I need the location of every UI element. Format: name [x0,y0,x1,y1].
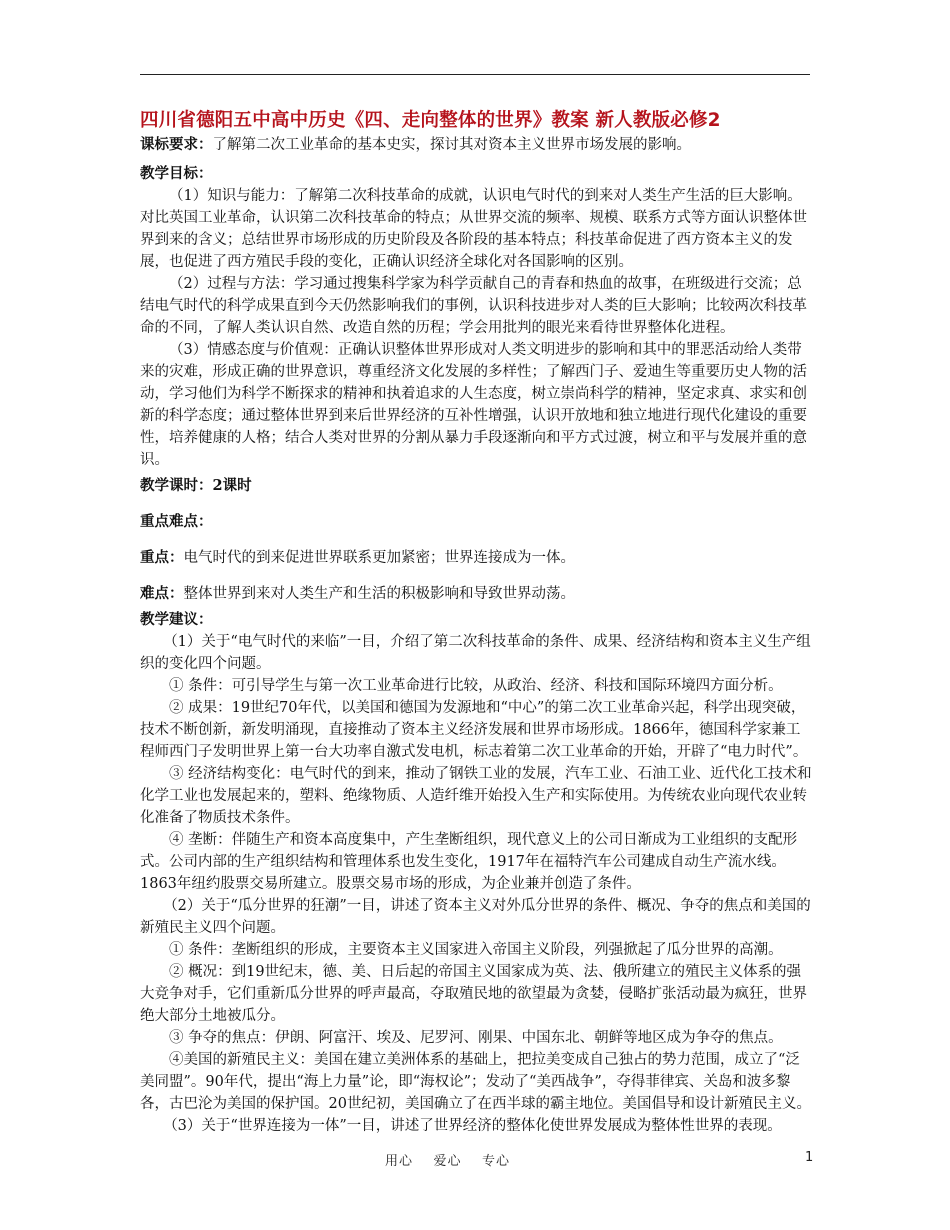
suggestion-1: （1）关于“电气时代的来临”一目，介绍了第二次科技革命的条件、成果、经济结构和资本主义生产组织的变化四个问题。 [140,634,811,672]
suggestion-2-conditions: ① 条件：垄断组织的形成，主要资本主义国家进入帝国主义阶段，列强掀起了瓜分世界的高潮。 [169,942,783,958]
key-point [140,547,812,569]
footer-motto: 用心 爱心 专心 [385,1154,511,1169]
suggestion-2-overview: ② 概况：到19世纪末，德、美、日后起的帝国主义国家成为英、法、俄所建立的殖民主义体系的强大竞争对手，它们重新瓜分世界的呼声最高，夺取殖民地的欲望最为贪婪，侵略扩张活动最为疯狂，世界绝大部分土地被瓜分。 [140,964,807,1024]
key-label: 重点： [140,549,184,566]
suggestion-1-results: ② 成果：19世纪70年代，以美国和德国为发源地和“中心”的第二次工业革命兴起，科学出现突破，技术不断创新，新发明涌现，直接推动了资本主义经济发展和世界市场形成。1866年，德国科学家兼工程师西门子发明世界上第一台大功率自激式发电机，标志着第二次工业革命的开始，开辟了“电力时代”。 [140,700,808,760]
difficult-point [140,583,812,605]
goal-attitude: （3）情感态度与价值观：正确认识整体世界形成对人类文明进步的影响和其中的罪恶活动给人类带来的灾难，形成正确的世界意识，尊重经济文化发展的多样性；了解西门子、爱迪生等重要历史人物的活动，学习他们为科学不断探求的精神和执着追求的人生态度，树立崇尚科学的精神，坚定求真、求实和创新的科学态度；通过整体世界到来后世界经济的互补性增强，认识开放地和独立地进行现代化建设的重要性，培养健康的人格；结合人类对世界的分割从暴力手段逐渐向和平方式过渡，树立和平与发展并重的意识。 [140,342,807,468]
standard-text: 了解第二次工业革命的基本史实，探讨其对资本主义世界市场发展的影响。 [212,137,691,153]
curriculum-standard [140,134,812,156]
suggestion-1-economy: ③ 经济结构变化：电气时代的到来，推动了钢铁工业的发展，汽车工业、石油工业、近代化工技术和化学工业也发展起来的，塑料、绝缘物质、人造纤维开始投入生产和实际使用。为传统农业向现代农业转化准备了物质技术条件。 [140,766,812,826]
goal-knowledge: （1）知识与能力：了解第二次科技革命的成就，认识电气时代的到来对人类生产生活的巨大影响。对比英国工业革命，认识第二次科技革命的特点；从世界交流的频率、规模、联系方式等方面认识整体世界到来的含义；总结世界市场形成的历史阶段及各阶段的基本特点；科技革命促进了西方资本主义的发展，也促进了西方殖民手段的变化，正确认识经济全球化对各国影响的区别。 [140,188,807,270]
suggestion-2: （2）关于“瓜分世界的狂潮”一目，讲述了资本主义对外瓜分世界的条件、概况、争夺的焦点和美国的新殖民主义四个问题。 [140,898,811,936]
suggestions-heading: 教学建议： [140,611,213,628]
teaching-hours [140,475,812,497]
suggestion-1-conditions: ① 条件：可引导学生与第一次工业革命进行比较，从政治、经济、科技和国际环境四方面分析。 [169,678,783,694]
suggestion-2-us-colonialism: ④美国的新殖民主义：美国在建立美洲体系的基础上，把拉美变成自己独占的势力范围，成立了“泛美同盟”。90年代，提出“海上力量”论，即“海权论”；发动了“美西战争”，夺得菲律宾、关岛和波多黎各，古巴沦为美国的保护国。20世纪初，美国确立了在西半球的霸主地位。美国倡导和设计新殖民主义。 [140,1052,811,1112]
standard-label: 课标要求： [140,136,213,153]
suggestion-3: （3）关于“世界连接为一体”一目，讲述了世界经济的整体化使世界发展成为整体性世界的表现。 [163,1118,782,1134]
page-number: 1 [805,1150,814,1165]
key-text: 电气时代的到来促进世界联系更加紧密；世界连接成为一体。 [183,550,575,566]
header-rule [140,74,810,75]
key-difficulty-heading: 重点难点： [140,513,213,530]
suggestion-2-focus: ③ 争夺的焦点：伊朗、阿富汗、埃及、尼罗河、刚果、中国东北、朝鲜等地区成为争夺的焦点。 [169,1030,783,1046]
hours-text: 2课时 [212,477,252,494]
goals-heading: 教学目标： [140,165,213,182]
difficulty-label: 难点： [140,585,184,602]
hours-label: 教学课时： [140,477,213,494]
difficulty-text: 整体世界到来对人类生产和生活的积极影响和导致世界动荡。 [183,586,575,602]
document-title: 四川省德阳五中高中历史《四、走向整体的世界》教案 新人教版必修2 [140,110,721,131]
suggestion-1-monopoly: ④ 垄断：伴随生产和资本高度集中，产生垄断组织，现代意义上的公司日渐成为工业组织的支配形式。公司内部的生产组织结构和管理体系也发生变化，1917年在福特汽车公司建成自动生产流水线。1863年纽约股票交易所建立。股票交易市场的形成，为企业兼并创造了条件。 [140,832,798,892]
document-body [140,108,812,1137]
goal-process: （2）过程与方法：学习通过搜集科学家为科学贡献自己的青春和热血的故事，在班级进行交流；总结电气时代的科学成果直到今天仍然影响我们的事例，认识科技进步对人类的巨大影响；比较两次科技革命的不同，了解人类认识自然、改造自然的历程；学会用批判的眼光来看待世界整体化进程。 [140,276,807,336]
